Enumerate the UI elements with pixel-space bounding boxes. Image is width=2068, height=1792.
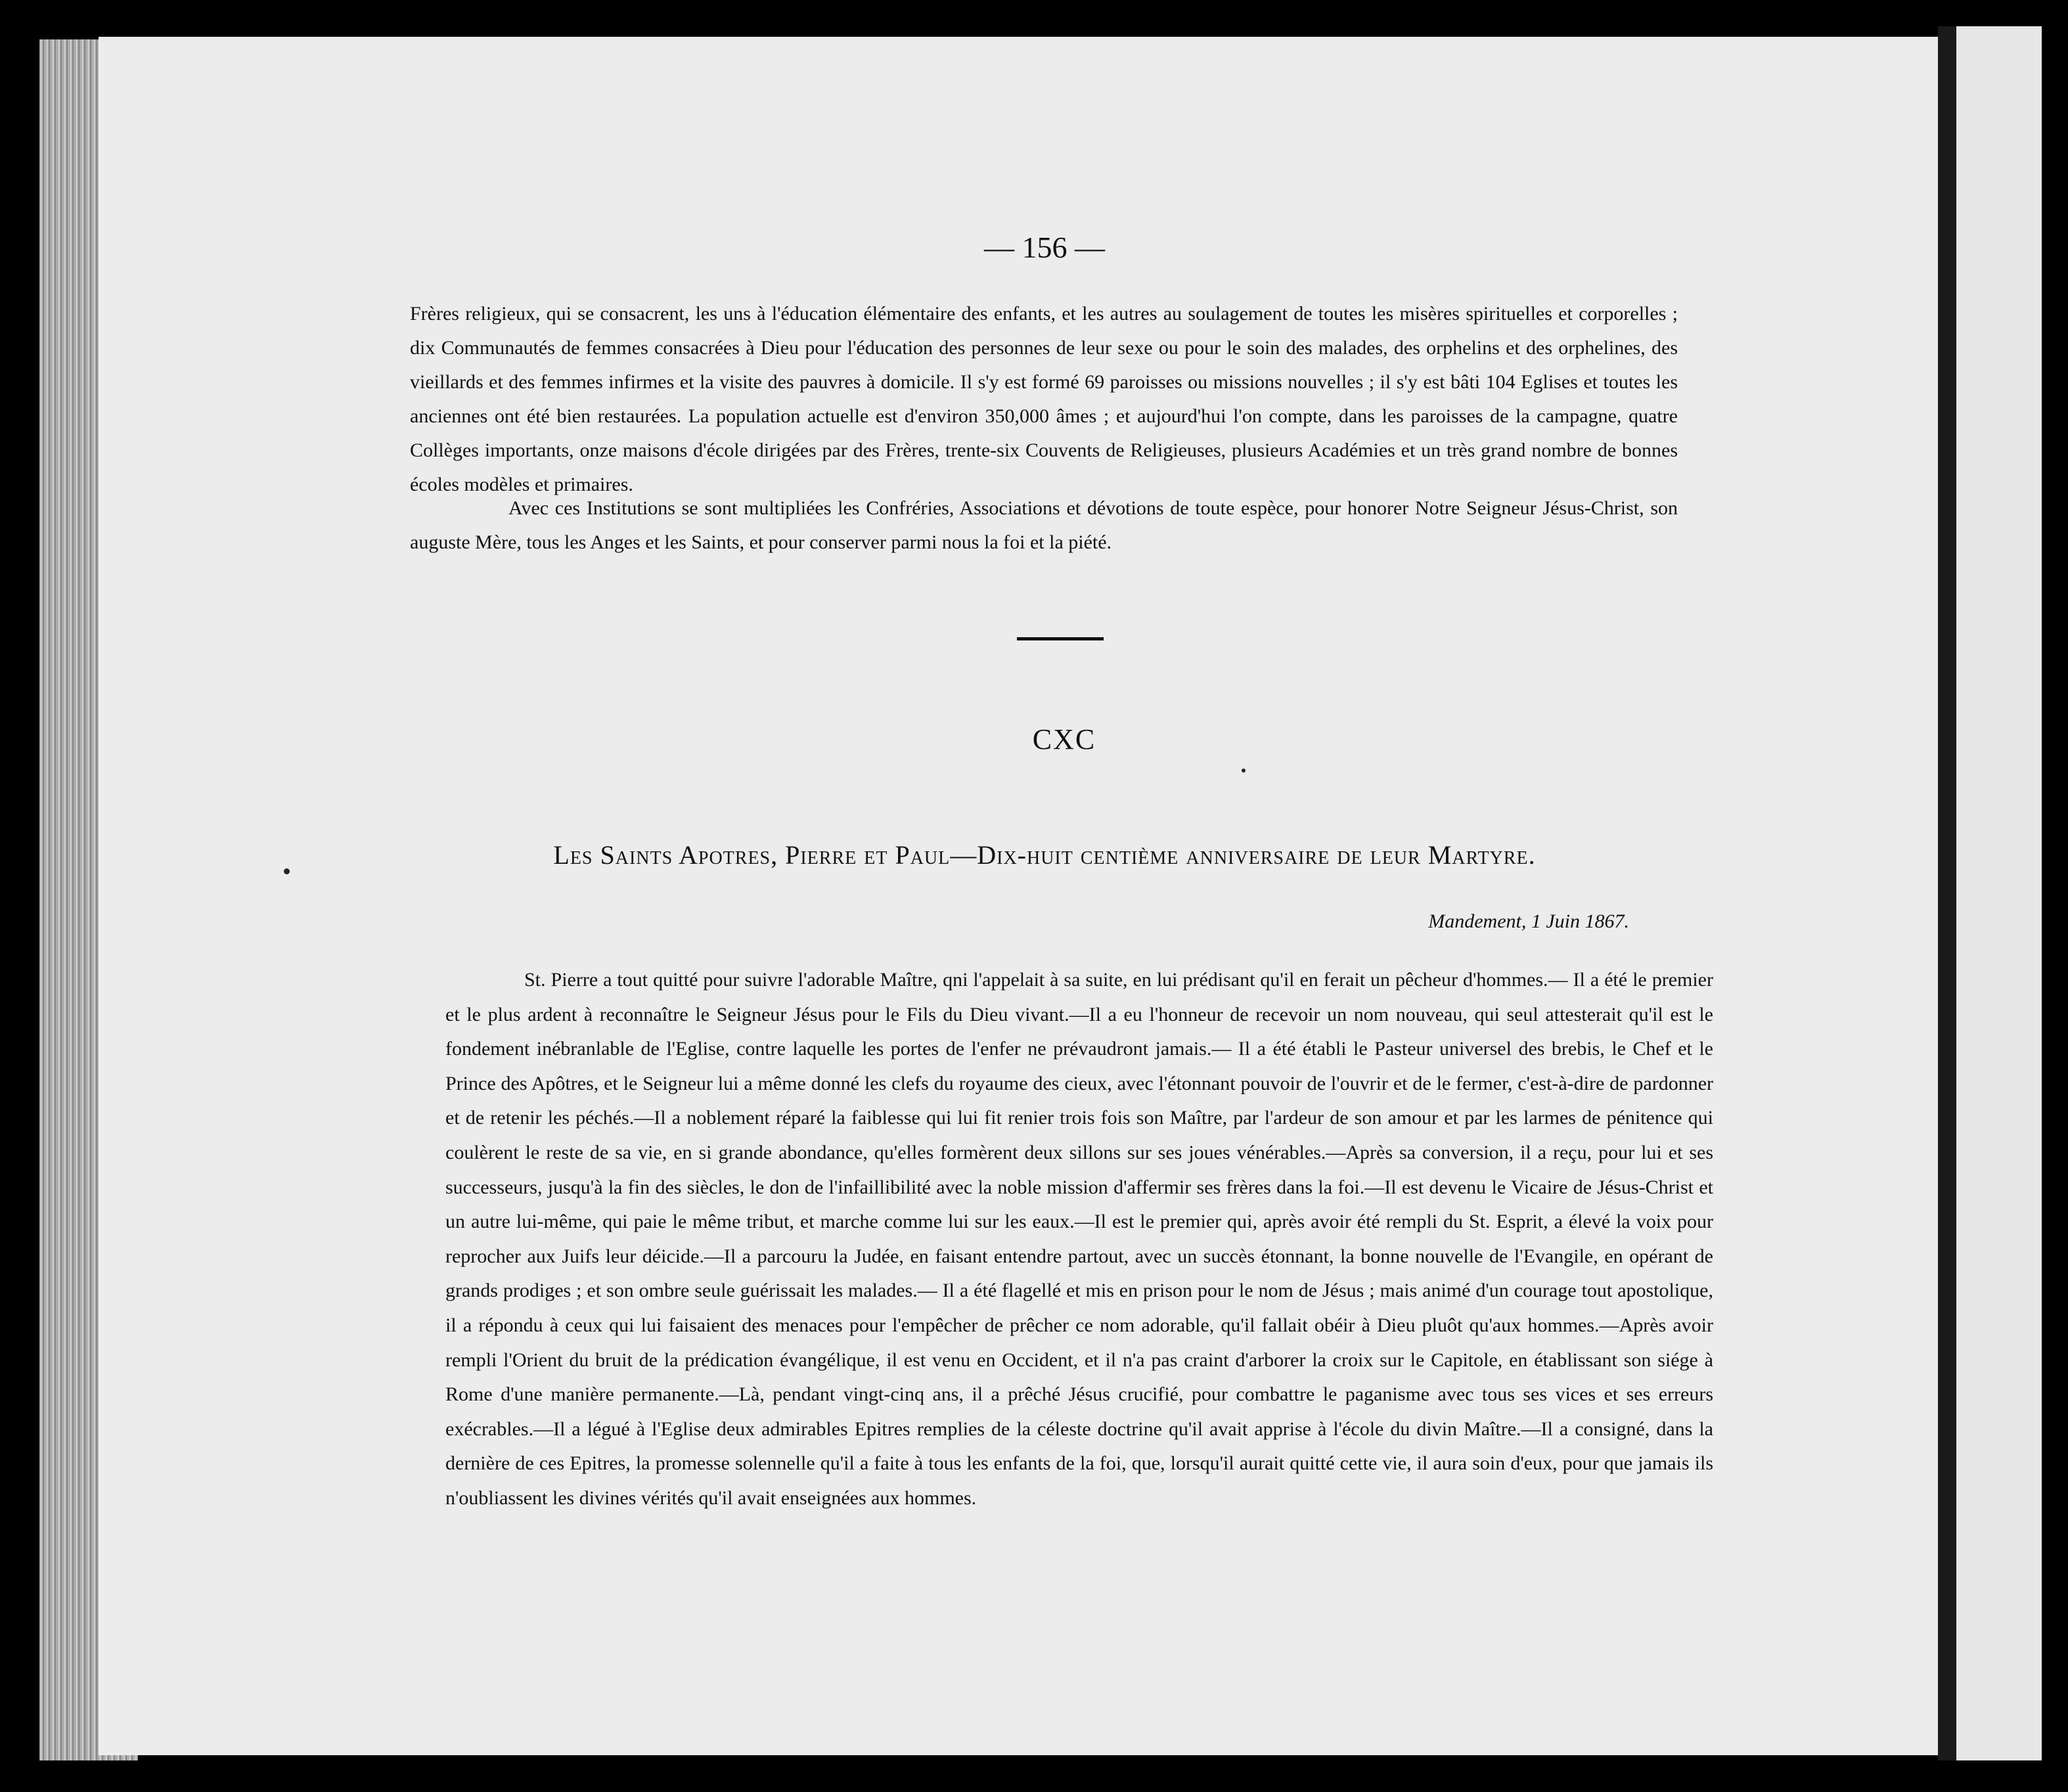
section-title: Les Saints Apotres, Pierre et Paul—Dix-huit centième anniversaire de leur Martyre. — [553, 840, 1536, 870]
ink-speck — [284, 868, 290, 874]
next-page-edge — [1956, 26, 2042, 1760]
page-number: — 156 — — [984, 231, 1105, 264]
section-number: CXC — [1032, 723, 1096, 755]
ink-speck — [1242, 769, 1246, 773]
binding-gutter — [1938, 26, 1956, 1760]
paragraph-top-2: Avec ces Institutions se sont multipliées les Confréries, Associations et dévotions de toute espèce, pour honorer Notre Seigneur Jésus-Christ, son auguste Mère, tous les Anges et les Saints, et pour conserver parmi nous la foi et la piété. — [410, 497, 1678, 553]
paragraph-top-1: Frères religieux, qui se consacrent, les uns à l'éducation élémentaire des enfants, et les autres au soulagement de toutes les misères spirituelles et corporelles ; dix Communautés de femmes consacrées à Dieu pour l'éducation des personnes de leur sexe ou pour le soin des malades, des orphelins et des orphelines, des vieillards et des femmes infirmes et la visite des pauvres à domicile. Il s'y est formé 69 paroisses ou missions nouvelles ; il s'y est bâti 104 Eglises et toutes les anciennes ont été bien restaurées. La population actuelle est d'environ 350,000 âmes ; et aujourd'hui l'on compte, dans les paroisses de la campagne, quatre Collèges importants, onze maisons d'école dirigées par des Frères, trente-six Couvents de Religieuses, plusieurs Académies et un très grand nombre de bonnes écoles modèles et primaires. — [410, 303, 1678, 495]
mandement-date: Mandement, 1 Juin 1867. — [1428, 910, 1629, 932]
section-divider — [1017, 637, 1104, 640]
paragraph-main: St. Pierre a tout quitté pour suivre l'adorable Maître, qni l'appelait à sa suite, en lui prédisant qu'il en ferait un pêcheur d'hommes.— Il a été le premier et le plus ardent à reconnaître le Seigneur Jésus pour le Fils du Dieu vivant.—Il a eu l'honneur de recevoir un nom nouveau, qui seul attesterait qu'il est le fondement inébranlable de l'Eglise, contre laquelle les portes de l'enfer ne prévaudront jamais.— Il a été établi le Pasteur universel des brebis, le Chef et le Prince des Apôtres, et le Seigneur lui a même donné les clefs du royaume des cieux, avec l'étonnant pouvoir de l'ouvrir et de le fermer, c'est-à-dire de pardonner et de retenir les péchés.—Il a noblement réparé la faiblesse qui lui fit renier trois fois son Maître, par l'ardeur de son amour et par les larmes de pénitence qui coulèrent le reste de sa vie, en si grande abondance, qu'elles formèrent deux sillons sur ses joues vénérables.—Après sa conversion, il a reçu, pour lui et ses successeurs, jusqu'à la fin des siècles, le don de l'infaillibilité avec la noble mission d'affermir ses frères dans la foi.—Il est devenu le Vicaire de Jésus-Christ et un autre lui-même, qui paie le même tribut, et marche comme lui sur les eaux.—Il est le premier qui, après avoir été rempli du St. Esprit, a élevé la voix pour reprocher aux Juifs leur déicide.—Il a parcouru la Judée, en faisant entendre partout, avec un succès étonnant, la bonne nouvelle de l'Evangile, en opérant de grands prodiges ; et son ombre seule guérissait les malades.— Il a été flagellé et mis en prison pour le nom de Jésus ; mais animé d'un courage tout apostolique, il a répondu à ceux qui lui faisaient des menaces pour l'empêcher de prêcher ce nom adorable, qu'il fallait obéir à Dieu pluôt qu'aux hommes.—Après avoir rempli l'Orient du bruit de la prédication évangélique, il est venu en Occident, et il n'a pas craint d'arborer la croix sur le Capitole, en établissant son siége à Rome d'une manière permanente.—Là, pendant vingt-cinq ans, il a prêché Jésus crucifié, pour combattre le paganisme avec tous ses vices et ses erreurs exécrables.—Il a légué à l'Eglise deux admirables Epitres remplies de la céleste doctrine qu'il avait apprise à l'école du divin Maître.—Il a consigné, dans la dernière de ces Epitres, la promesse solennelle qu'il a faite à tous les enfants de la foi, que, lorsqu'il aurait quitté cette vie, il aura soin d'eux, pour que jamais ils n'oubliassent les divines vérités qu'il avait enseignées aux hommes. — [445, 969, 1713, 1509]
